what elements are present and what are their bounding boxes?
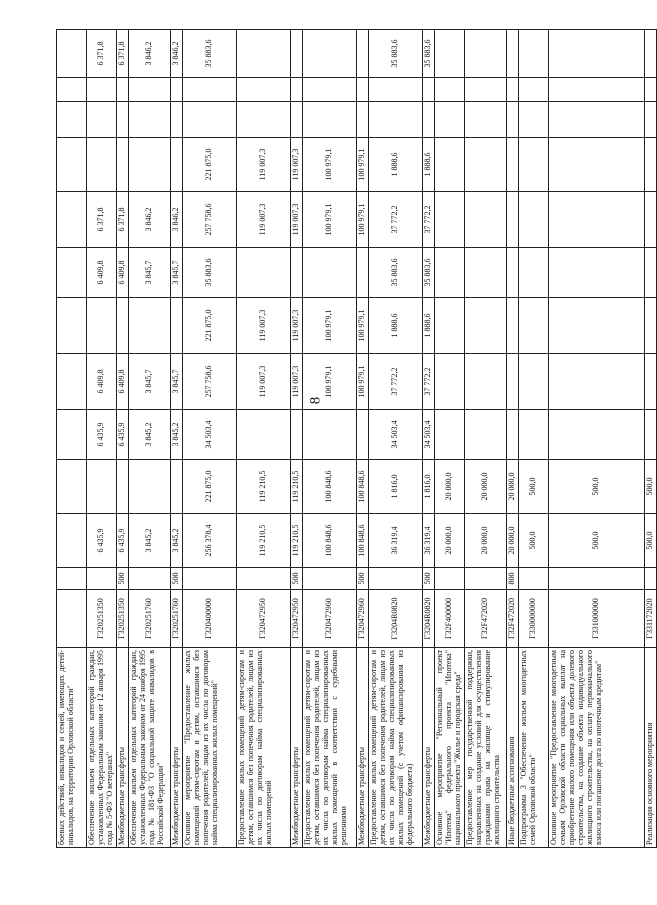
amount-cell: 100 979,1 [303,354,357,410]
amount-cell [549,192,645,248]
amount-cell [507,102,519,138]
amount-cell [117,138,129,192]
amount-cell [465,192,507,248]
expense-type-cell [303,568,357,590]
amount-cell [465,248,507,298]
amount-cell [303,30,357,78]
amount-cell [435,30,465,78]
amount-cell [357,30,369,78]
amount-cell [291,78,303,102]
amount-cell [423,78,435,102]
amount-cell [303,248,357,298]
amount-cell [549,298,645,354]
row-name-cell: Предоставление жилых помещений детям-сиротам и детям, оставшимся без попечения родителей, лицам из их числа по договорам найма специализированных жилых помещений (с учетом офинансирования из федерального бюджета) [369,648,423,848]
amount-cell [519,192,549,248]
amount-cell: 34 503,4 [423,410,435,460]
amount-cell: 119 007,3 [291,138,303,192]
amount-cell: 100 979,1 [303,298,357,354]
amount-cell [423,102,435,138]
amount-cell: 500,0 [549,460,645,514]
amount-cell [549,248,645,298]
amount-cell: 500,0 [549,514,645,568]
row-name-cell: Предоставление мер государственной поддержки, направленных на создание условий для осуществления гражданами права на жилище и стимулирование жилищного строительства [465,648,507,848]
amount-cell [549,78,645,102]
table-row [87,30,117,848]
amount-cell: 100 979,1 [357,192,369,248]
amount-cell [129,102,171,138]
amount-cell [57,192,87,248]
amount-cell [357,78,369,102]
row-name-cell: Межбюджетные трансферты [117,648,129,848]
table-row [291,30,303,848]
amount-cell [183,102,237,138]
row-name-cell: Обеспечение жильем отдельных категорий граждан, установленных Федеральным законом от 24 ноября 1995 года № 181-ФЗ "О социальной защите инвалидов в Российской Федерации" [129,648,171,848]
amount-cell: 1 888,6 [369,298,423,354]
expense-type-cell [87,568,117,590]
amount-cell: 6 371,8 [117,192,129,248]
amount-cell [507,192,519,248]
table-row [129,30,171,848]
row-name-cell: Подпрограмма 3 "Обеспечение жильем многодетных семей Орловской области" [519,648,549,848]
expense-type-cell: 500 [117,568,129,590]
amount-cell: 1 888,6 [369,138,423,192]
amount-cell [465,410,507,460]
amount-cell: 20 000,0 [465,514,507,568]
amount-cell [117,102,129,138]
amount-cell [519,410,549,460]
amount-cell: 6 409,8 [117,354,129,410]
expense-type-cell: 500 [291,568,303,590]
amount-cell [171,460,183,514]
amount-cell: 221 875,0 [183,298,237,354]
amount-cell [519,248,549,298]
table-row [117,30,129,848]
amount-cell: 3 845,7 [171,354,183,410]
table-row [435,30,465,848]
expense-type-cell [369,568,423,590]
amount-cell [645,78,657,102]
amount-cell [57,30,87,78]
classification-code-cell: Г3204R0820 [369,590,423,648]
amount-cell [549,410,645,460]
amount-cell [357,410,369,460]
amount-cell [237,78,291,102]
expense-type-cell: 500 [171,568,183,590]
amount-cell [507,138,519,192]
amount-cell [237,248,291,298]
table-row [183,30,237,848]
amount-cell: 6 371,8 [87,192,117,248]
amount-cell: 34 503,4 [369,410,423,460]
row-name-cell: Межбюджетные трансферты [171,648,183,848]
amount-cell [435,78,465,102]
classification-code-cell: Г320472950 [237,590,291,648]
amount-cell: 500,0 [645,514,657,568]
row-name-cell: Межбюджетные трансферты [291,648,303,848]
amount-cell: 100 848,6 [303,460,357,514]
expense-type-cell: 500 [357,568,369,590]
table-row [369,30,423,848]
table-row [645,30,657,848]
amount-cell [507,78,519,102]
amount-cell [171,102,183,138]
amount-cell [519,102,549,138]
expense-type-cell: 500 [423,568,435,590]
amount-cell: 100 979,1 [303,138,357,192]
amount-cell: 119 210,5 [291,514,303,568]
amount-cell: 3 845,2 [129,410,171,460]
expense-type-cell: 800 [507,568,519,590]
amount-cell: 221 875,0 [183,138,237,192]
amount-cell [435,298,465,354]
amount-cell [129,460,171,514]
amount-cell: 3 845,7 [129,354,171,410]
amount-cell: 3 845,7 [129,248,171,298]
amount-cell [645,30,657,78]
amount-cell [519,138,549,192]
amount-cell [519,354,549,410]
classification-code-cell: Г32F400000 [435,590,465,648]
amount-cell [549,30,645,78]
amount-cell: 256 378,4 [183,514,237,568]
amount-cell [645,192,657,248]
row-name-cell: Предоставление жилых помещений детям-сиротам и детям, оставшимся без попечения родителей, лицам из их числа по договорам найма специализированных жилых помещений [237,648,291,848]
amount-cell: 221 875,0 [183,460,237,514]
amount-cell [57,248,87,298]
classification-code-cell: Г320251350 [87,590,117,648]
amount-cell [369,78,423,102]
amount-cell [87,460,117,514]
row-name-cell: Межбюджетные трансферты [423,648,435,848]
amount-cell [357,102,369,138]
amount-cell [87,138,117,192]
amount-cell [645,354,657,410]
amount-cell [57,460,87,514]
amount-cell: 257 758,6 [183,192,237,248]
classification-code-cell: Г32F472020 [465,590,507,648]
amount-cell: 1 888,6 [423,138,435,192]
amount-cell [357,248,369,298]
amount-cell: 3 846,2 [129,192,171,248]
amount-cell: 3 845,2 [129,514,171,568]
amount-cell: 6 409,8 [87,354,117,410]
row-name-cell: Основное мероприятие "Предоставление жилых помещений детям-сиротам и детям, оставшимся без попечения родителей, лицам из их числа по договорам найма специализированных жилых помещений" [183,648,237,848]
amount-cell [465,102,507,138]
amount-cell: 20 000,0 [435,514,465,568]
table-row [303,30,357,848]
amount-cell: 6 435,9 [117,514,129,568]
classification-code-cell: Г3204R0820 [423,590,435,648]
amount-cell: 35 883,6 [369,30,423,78]
amount-cell: 35 883,6 [369,248,423,298]
amount-cell [435,354,465,410]
amount-cell: 20 000,0 [435,460,465,514]
amount-cell [435,248,465,298]
amount-cell [549,102,645,138]
amount-cell: 37 772,2 [369,354,423,410]
table-row [357,30,369,848]
amount-cell: 100 979,1 [357,138,369,192]
classification-code-cell: Г320472960 [303,590,357,648]
row-name-cell: Предоставление жилых помещений детям-сиротам и детям, оставшимся без попечения родителей, лицам из их числа по договорам найма специализированных жилых помещений в соответствии с судебными решениями [303,648,357,848]
amount-cell: 119 007,3 [237,298,291,354]
amount-cell: 1 816,0 [423,460,435,514]
amount-cell: 257 758,6 [183,354,237,410]
amount-cell [237,30,291,78]
amount-cell: 119 007,3 [291,192,303,248]
amount-cell [435,138,465,192]
table-row [57,30,87,848]
amount-cell [645,248,657,298]
amount-cell: 6 435,9 [87,514,117,568]
amount-cell [129,298,171,354]
amount-cell [57,102,87,138]
amount-cell [645,138,657,192]
amount-cell [171,298,183,354]
amount-cell [435,410,465,460]
amount-cell [519,298,549,354]
amount-cell [549,138,645,192]
expense-type-cell [183,568,237,590]
amount-cell: 35 883,6 [183,30,237,78]
amount-cell: 500,0 [519,514,549,568]
amount-cell: 3 846,2 [171,192,183,248]
amount-cell [117,78,129,102]
classification-code-cell: Г320251760 [171,590,183,648]
amount-cell [465,78,507,102]
amount-cell: 35 883,6 [423,248,435,298]
budget-table [56,29,657,848]
classification-code-cell: Г320400000 [183,590,237,648]
amount-cell: 100 979,1 [357,354,369,410]
amount-cell [303,410,357,460]
amount-cell: 6 435,9 [87,410,117,460]
amount-cell [171,78,183,102]
amount-cell [465,138,507,192]
amount-cell: 6 371,8 [87,30,117,78]
table-row [549,30,645,848]
amount-cell: 36 319,4 [423,514,435,568]
amount-cell: 37 772,2 [369,192,423,248]
amount-cell [57,78,87,102]
amount-cell: 500,0 [645,460,657,514]
amount-cell [303,102,357,138]
amount-cell: 6 409,8 [87,248,117,298]
row-name-cell: Реализация основного мероприятия [645,648,657,848]
classification-code-cell: Г330000000 [519,590,549,648]
amount-cell [291,248,303,298]
amount-cell [129,78,171,102]
amount-cell [465,298,507,354]
classification-code-cell [57,590,87,648]
table-row [171,30,183,848]
amount-cell: 100 848,6 [303,514,357,568]
classification-code-cell: Г331000000 [549,590,645,648]
amount-cell: 37 772,2 [423,354,435,410]
amount-cell [87,298,117,354]
amount-cell: 36 319,4 [369,514,423,568]
amount-cell: 3 846,2 [129,30,171,78]
expense-type-cell [519,568,549,590]
amount-cell: 6 409,8 [117,248,129,298]
amount-cell: 3 845,2 [171,514,183,568]
row-name-cell: Основное мероприятие "Региональный проект "Ипотека" федерального проекта "Ипотека" национального проекта "Жилье и городская среда" [435,648,465,848]
amount-cell: 100 848,6 [357,514,369,568]
classification-code-cell: Г320251350 [117,590,129,648]
expense-type-cell [129,568,171,590]
amount-cell: 119 007,3 [291,298,303,354]
amount-cell [183,78,237,102]
amount-cell: 1 888,6 [423,298,435,354]
classification-code-cell: Г320251760 [129,590,171,648]
classification-code-cell: Г320472950 [291,590,303,648]
amount-cell: 35 883,6 [423,30,435,78]
amount-cell [645,410,657,460]
classification-code-cell: Г32F472020 [507,590,519,648]
amount-cell [465,30,507,78]
amount-cell: 3 845,2 [171,410,183,460]
table-row [465,30,507,848]
amount-cell: 20 000,0 [465,460,507,514]
amount-cell [507,354,519,410]
table-row [237,30,291,848]
classification-code-cell: Г320472960 [357,590,369,648]
amount-cell: 6 435,9 [117,410,129,460]
amount-cell [645,102,657,138]
row-name-cell: Межбюджетные трансферты [357,648,369,848]
row-name-cell: Основное мероприятие "Предоставление многодетным семьям Орловской области социальных выплат на приобретение жилого помещения или объекта долевого строительства, на создание объекта индивидуального жилищного строительства, на оплату первоначального взноса или погашение долга по ипотечным кредитам" [549,648,645,848]
amount-cell [369,102,423,138]
amount-cell [57,514,87,568]
expense-type-cell [435,568,465,590]
amount-cell: 100 979,1 [357,298,369,354]
expense-type-cell [57,568,87,590]
expense-type-cell [237,568,291,590]
amount-cell: 500,0 [519,460,549,514]
amount-cell [519,78,549,102]
amount-cell [87,102,117,138]
amount-cell: 100 848,6 [357,460,369,514]
amount-cell: 119 007,3 [237,354,291,410]
amount-cell [237,102,291,138]
amount-cell [57,354,87,410]
amount-cell [291,410,303,460]
amount-cell [171,138,183,192]
row-name-cell: Обеспечение жильем отдельных категорий граждан, установленных Федеральным законом от 12 января 1995 года № 5-ФЗ "О ветеранах" [87,648,117,848]
row-name-cell: боевых действий, инвалидов и семей, имеющих детей-инвалидов, на территории Орловской области" [57,648,87,848]
amount-cell: 119 007,3 [291,354,303,410]
amount-cell [87,78,117,102]
amount-cell [117,460,129,514]
amount-cell [435,192,465,248]
amount-cell: 20 000,0 [507,514,519,568]
amount-cell: 119 210,5 [237,460,291,514]
amount-cell: 119 210,5 [291,460,303,514]
amount-cell: 1 816,0 [369,460,423,514]
amount-cell: 100 979,1 [303,192,357,248]
table-row [423,30,435,848]
amount-cell [507,30,519,78]
expense-type-cell [549,568,645,590]
amount-cell [291,30,303,78]
classification-code-cell: Г331172020 [645,590,657,648]
amount-cell [57,138,87,192]
amount-cell [57,298,87,354]
page-number: 8 [307,396,324,405]
amount-cell: 20 000,0 [507,460,519,514]
amount-cell [465,354,507,410]
row-name-cell: Иные бюджетные ассигнования [507,648,519,848]
amount-cell [519,30,549,78]
table-row [507,30,519,848]
table-row [519,30,549,848]
amount-cell: 119 007,3 [237,138,291,192]
amount-cell [507,298,519,354]
expense-type-cell [645,568,657,590]
amount-cell: 3 845,7 [171,248,183,298]
amount-cell [291,102,303,138]
amount-cell: 119 210,5 [237,514,291,568]
amount-cell: 3 846,2 [171,30,183,78]
amount-cell [57,410,87,460]
amount-cell [507,248,519,298]
amount-cell: 37 772,2 [423,192,435,248]
amount-cell: 6 371,8 [117,30,129,78]
amount-cell [237,410,291,460]
amount-cell [549,354,645,410]
amount-cell [129,138,171,192]
amount-cell [117,298,129,354]
rotated-table-wrapper [56,30,655,848]
amount-cell [507,410,519,460]
amount-cell: 34 503,4 [183,410,237,460]
amount-cell [303,78,357,102]
amount-cell [435,102,465,138]
amount-cell: 119 007,3 [237,192,291,248]
expense-type-cell [465,568,507,590]
amount-cell: 35 883,6 [183,248,237,298]
amount-cell [645,298,657,354]
